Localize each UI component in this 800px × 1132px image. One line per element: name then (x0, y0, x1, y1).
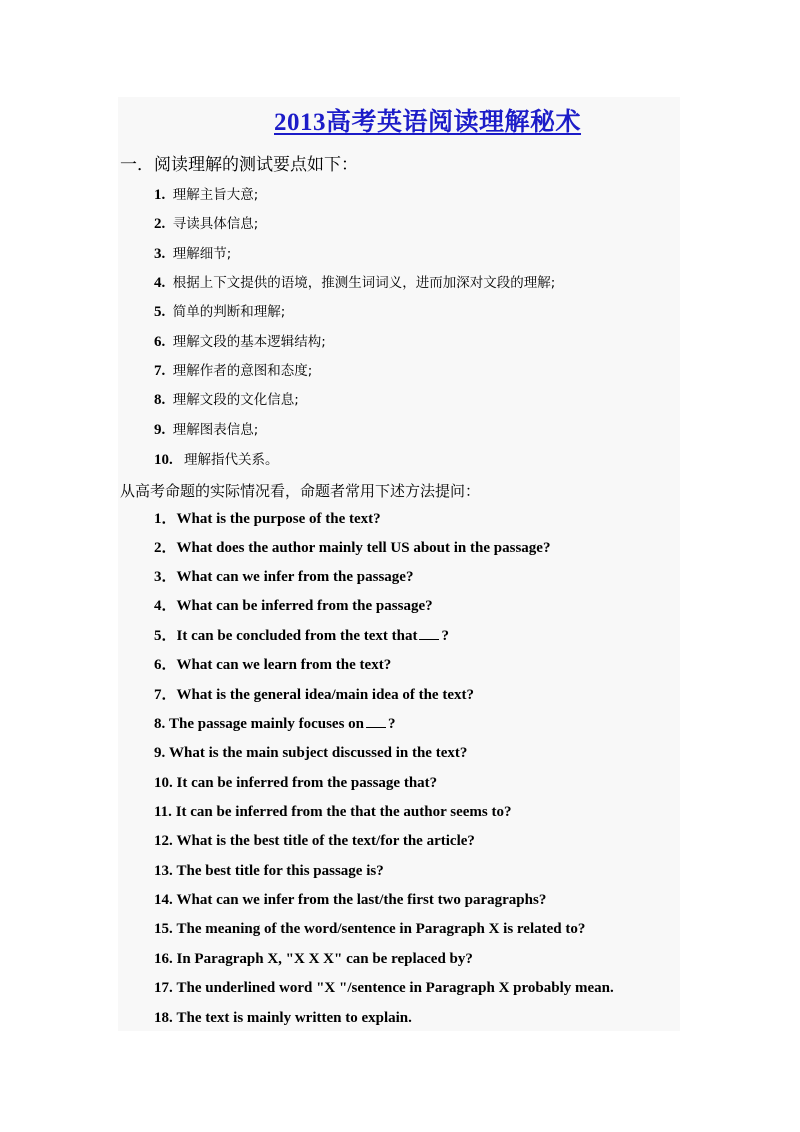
list-item: 7. 理解作者的意图和态度; (154, 363, 313, 379)
list-item: 12. What is the best title of the text/for the article? (154, 833, 475, 849)
list-item: 4．What can be inferred from the passage? (154, 598, 433, 614)
list-item: 13. The best title for this passage is? (154, 863, 384, 879)
list-item: 15. The meaning of the word/sentence in Paragraph X is related to? (154, 921, 586, 937)
answer-blank (419, 627, 439, 640)
list-item: 2. 寻读具体信息; (154, 216, 259, 232)
list-item: 5. 简单的判断和理解; (154, 304, 286, 320)
list-item: 9. What is the main subject discussed in the text? (154, 745, 468, 761)
list-item: 16. In Paragraph X, "X X X" can be replaced by? (154, 951, 473, 967)
list-item: 11. It can be inferred from the that the author seems to? (154, 804, 512, 820)
list-item: 6. 理解文段的基本逻辑结构; (154, 334, 326, 350)
list-item: 1．What is the purpose of the text? (154, 511, 381, 527)
answer-blank (366, 715, 386, 728)
list-item: 7．What is the general idea/main idea of the text? (154, 687, 474, 703)
list-item: 18. The text is mainly written to explain. (154, 1010, 412, 1026)
list-item: 5．It can be concluded from the text that ? (154, 628, 449, 644)
section-heading: 一．阅读理解的测试要点如下： (120, 155, 358, 175)
intro-text: 从高考命题的实际情况看，命题者常用下述方法提问： (120, 482, 481, 500)
list-item: 2．What does the author mainly tell US about in the passage? (154, 540, 551, 556)
list-item: 8. 理解文段的文化信息; (154, 392, 299, 408)
list-item: 10. 理解指代关系。 (154, 452, 279, 468)
list-item: 17. The underlined word "X "/sentence in Paragraph X probably mean. (154, 980, 614, 996)
list-item: 14. What can we infer from the last/the first two paragraphs? (154, 892, 547, 908)
list-item: 4. 根据上下文提供的语境，推测生词词义，进而加深对文段的理解; (154, 275, 556, 291)
list-item: 9. 理解图表信息; (154, 422, 259, 438)
list-item: 1. 理解主旨大意; (154, 187, 259, 203)
list-item: 3．What can we infer from the passage? (154, 569, 414, 585)
list-item: 3. 理解细节; (154, 246, 232, 262)
list-item: 8. The passage mainly focuses on ? (154, 716, 396, 732)
list-item: 6．What can we learn from the text? (154, 657, 392, 673)
document-title: 2013高考英语阅读理解秘术 (274, 109, 582, 136)
list-item: 10. It can be inferred from the passage that? (154, 775, 438, 791)
